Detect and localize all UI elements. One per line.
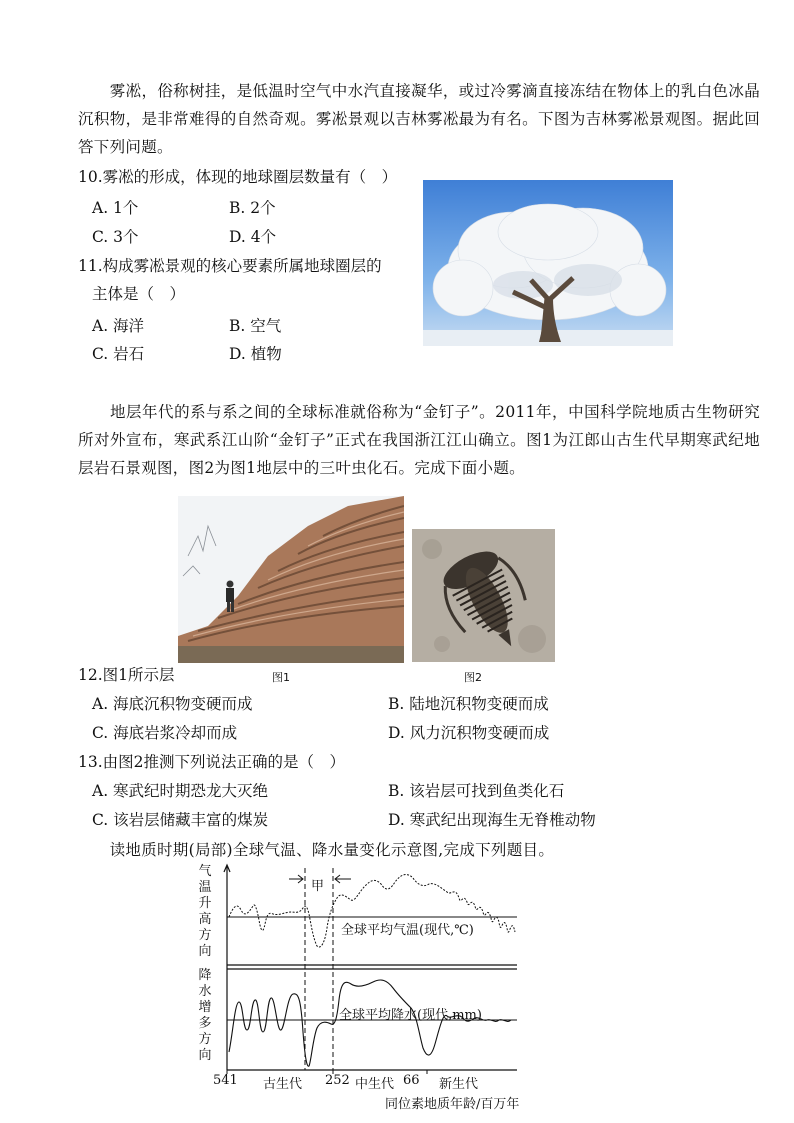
trilobite-fossil-photo <box>412 529 555 662</box>
rime-tree-illustration <box>423 180 673 346</box>
option-12-b[interactable]: B. 陆地沉积物变硬而成 <box>388 695 549 713</box>
option-12-d[interactable]: D. 风力沉积物变硬而成 <box>388 724 550 742</box>
question-11-line-2: 主体是（ ） <box>92 285 186 303</box>
jia-marker: 甲 <box>311 879 325 894</box>
x-tick-541: 541 <box>213 1073 238 1088</box>
x-tick-66: 66 <box>403 1073 420 1088</box>
temp-reference-label: 全球平均气温(现代,℃) <box>341 923 474 938</box>
option-11-b[interactable]: B. 空气 <box>229 317 282 335</box>
option-10-c[interactable]: C. 3个 <box>92 228 139 246</box>
x-era-mesozoic: 中生代 <box>355 1077 395 1092</box>
passage-2: 地层年代的系与系之间的全球标准就俗称为“金钉子”。2011年，中国科学院地质古生物研究所对外宣布，寒武系江山阶“金钉子”正式在我国浙江江山确立。图1为江郎山古生代早期寒武纪地层岩石景观图，图2为图1地层中的三叶虫化石。完成下面小题。 <box>78 403 760 477</box>
option-11-d[interactable]: D. 植物 <box>229 345 282 363</box>
option-10-b[interactable]: B. 2个 <box>229 199 276 217</box>
trilobite-illustration <box>412 529 555 662</box>
passage-3: 读地质时期(局部)全球气温、降水量变化示意图,完成下列题目。 <box>78 841 555 859</box>
x-era-paleozoic: 古生代 <box>263 1077 303 1092</box>
question-11-line-1: 11.构成雾凇景观的核心要素所属地球圈层的 <box>78 257 382 275</box>
x-axis-title: 同位素地质年龄/百万年 <box>385 1097 520 1112</box>
temp-axis-label: 气 温 升 高 方 向 <box>198 864 212 959</box>
option-11-c[interactable]: C. 岩石 <box>92 345 145 363</box>
option-12-a[interactable]: A. 海底沉积物变硬而成 <box>92 695 253 713</box>
option-13-c[interactable]: C. 该岩层储藏丰富的煤炭 <box>92 811 269 829</box>
figure-1-caption: 图1 <box>272 671 290 684</box>
x-tick-252: 252 <box>325 1073 350 1088</box>
precipitation-curve <box>229 980 515 1066</box>
option-13-d[interactable]: D. 寒武纪出现海生无脊椎动物 <box>388 811 596 829</box>
x-era-cenozoic: 新生代 <box>439 1077 479 1092</box>
strata-rock-photo <box>178 496 404 663</box>
question-10: 10.雾凇的形成，体现的地球圈层数量有（ ） <box>78 168 398 186</box>
climate-chart <box>195 862 540 1112</box>
option-10-a[interactable]: A. 1个 <box>92 199 139 217</box>
question-13: 13.由图2推测下列说法正确的是（ ） <box>78 753 346 771</box>
option-10-d[interactable]: D. 4个 <box>229 228 277 246</box>
strata-rock-illustration <box>178 496 404 663</box>
figure-2-caption: 图2 <box>464 671 482 684</box>
question-12: 12.图1所示层 <box>78 666 175 684</box>
precip-reference-label: 全球平均降水(现代,mm) <box>339 1008 482 1023</box>
rime-tree-photo <box>423 180 673 346</box>
option-13-a[interactable]: A. 寒武纪时期恐龙大灭绝 <box>92 782 269 800</box>
option-13-b[interactable]: B. 该岩层可找到鱼类化石 <box>388 782 565 800</box>
option-11-a[interactable]: A. 海洋 <box>92 317 145 335</box>
option-12-c[interactable]: C. 海底岩浆冷却而成 <box>92 724 238 742</box>
question-11 <box>78 252 382 308</box>
passage-1: 雾凇，俗称树挂，是低温时空气中水汽直接凝华，或过冷雾滴直接冻结在物体上的乳白色冰晶沉积物，是非常难得的自然奇观。雾凇景观以吉林雾凇最为有名。下图为吉林雾凇景观图。据此回答下列问题。 <box>78 82 760 156</box>
person-figure <box>226 581 234 613</box>
precip-axis-label: 降 水 增 多 方 向 <box>198 968 212 1063</box>
